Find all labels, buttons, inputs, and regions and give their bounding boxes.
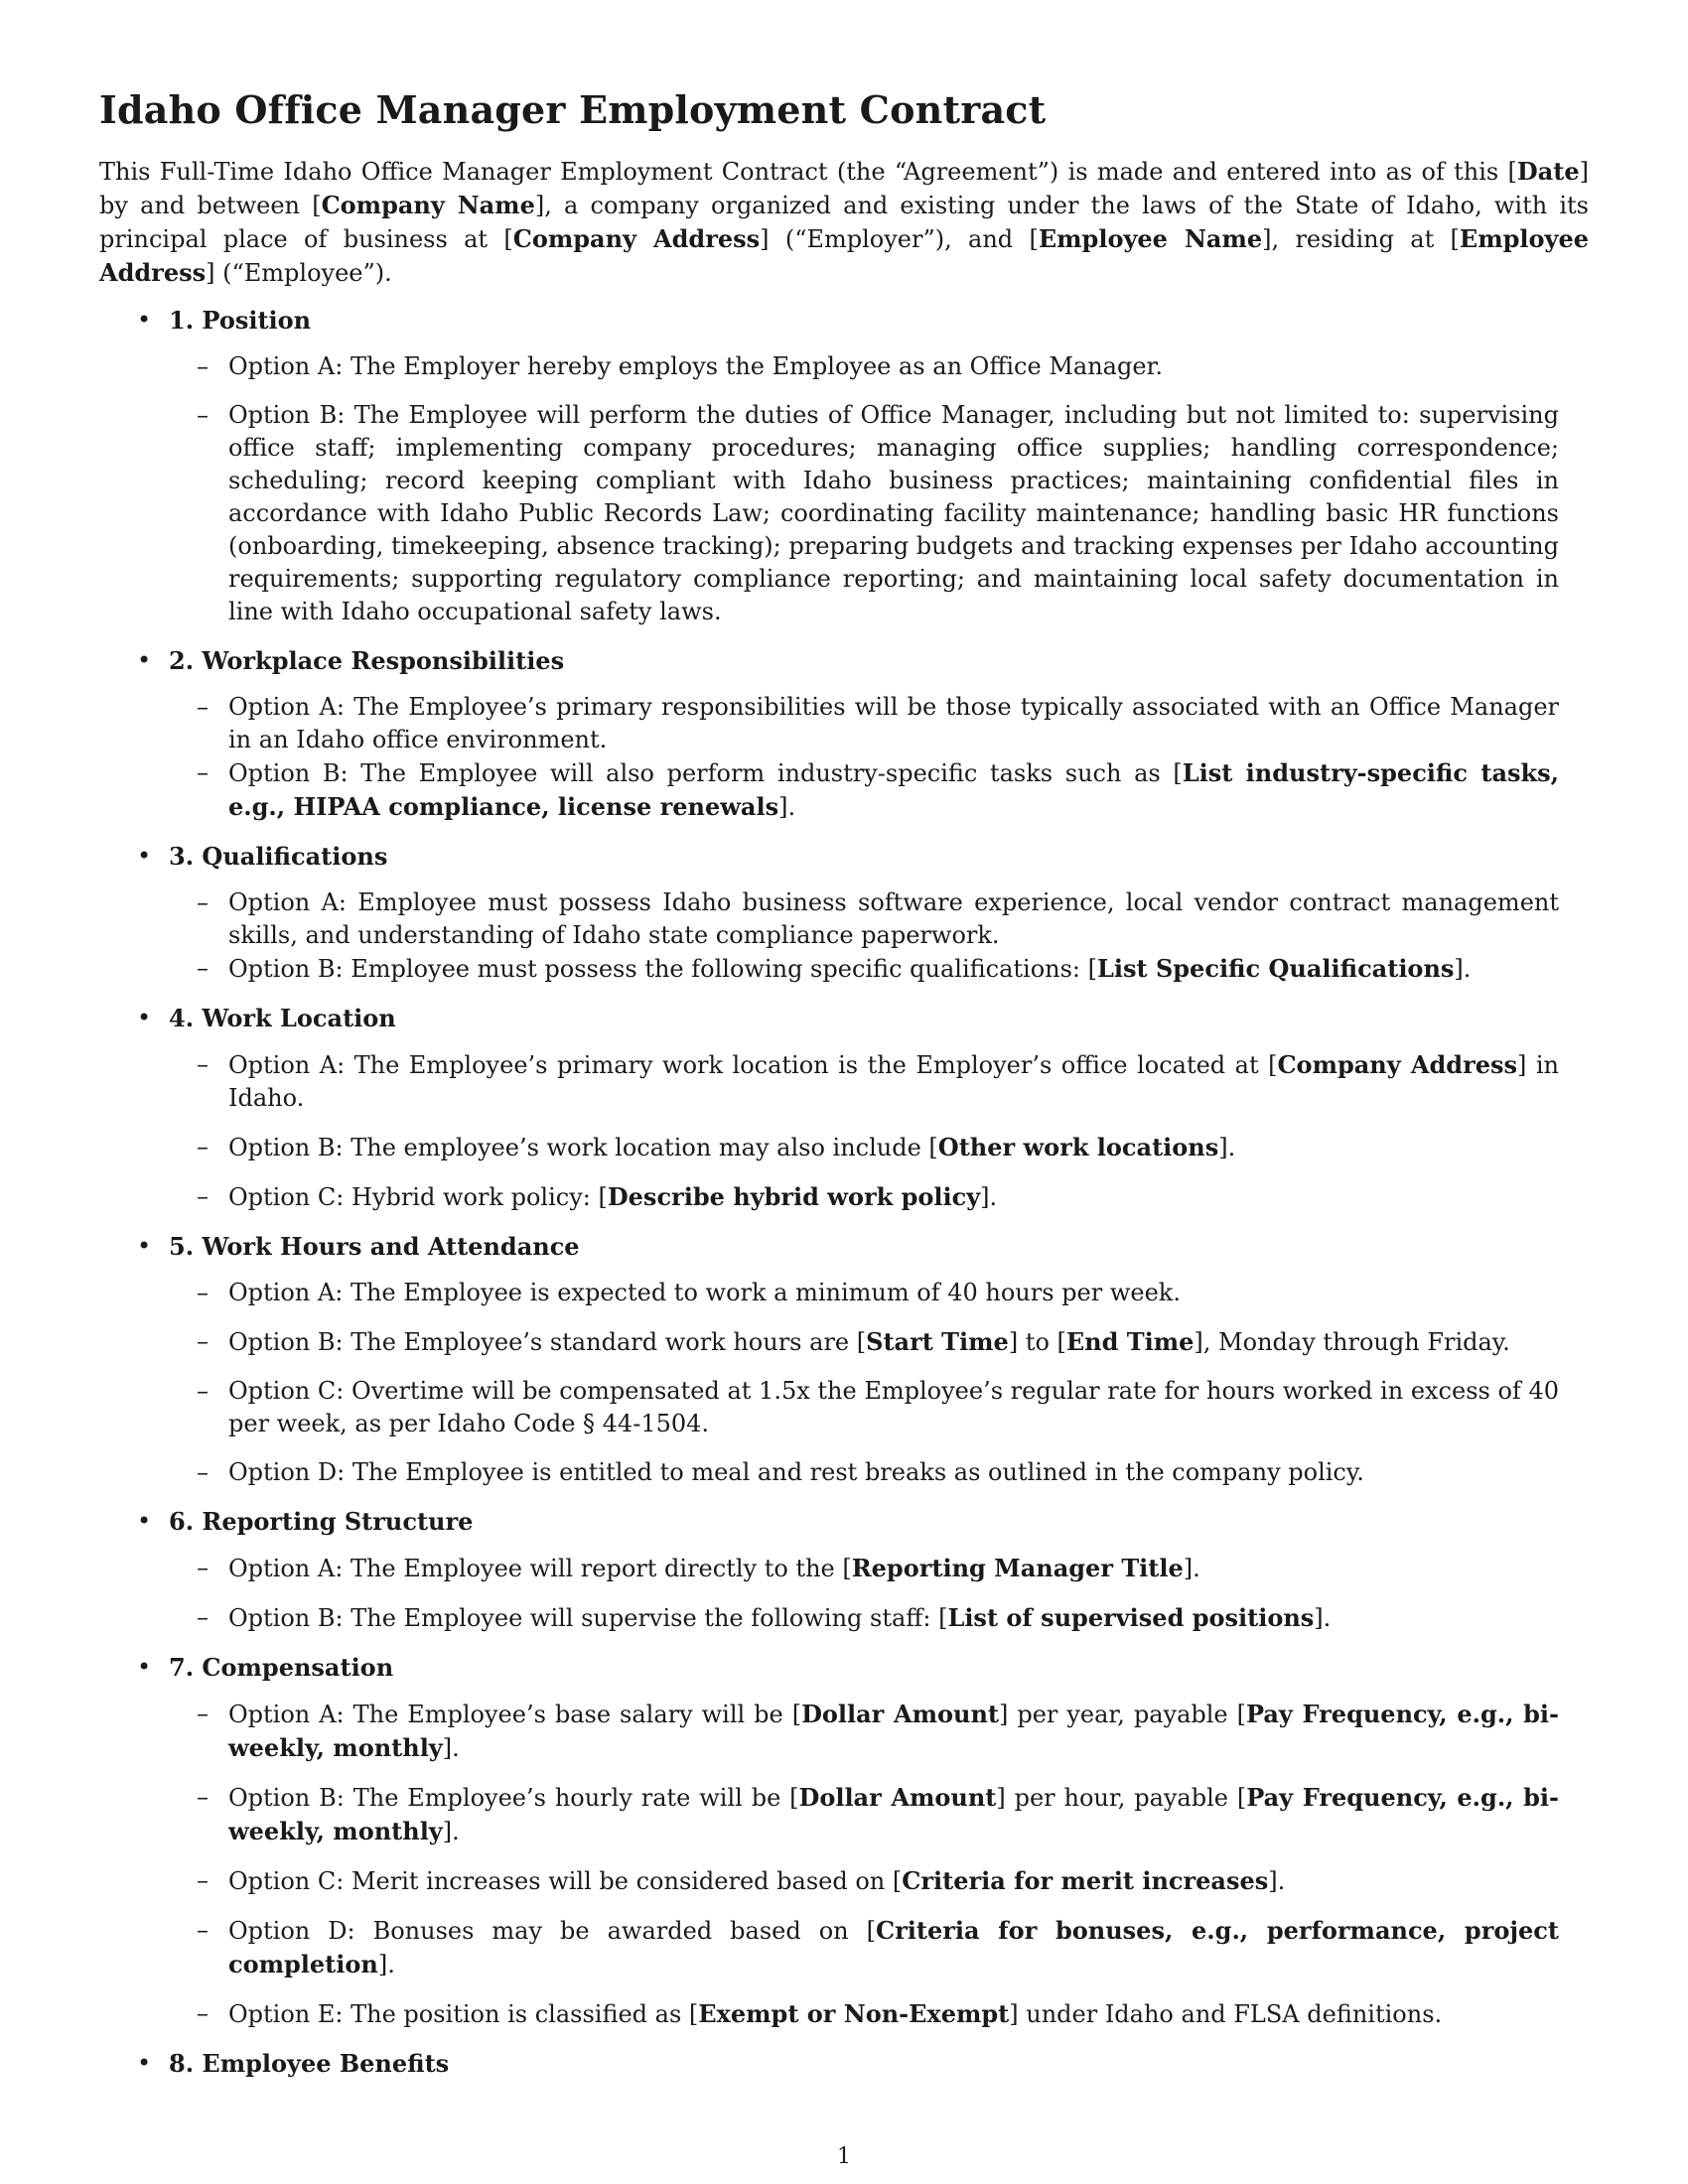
option-item <box>169 1131 1559 1164</box>
text-run: Option A: The Employee is expected to work a minimum of 40 hours per week. <box>228 1279 1181 1306</box>
placeholder-field: Exempt or Non-Exempt <box>698 1999 1010 2028</box>
text-run: ]. <box>980 1183 998 1211</box>
placeholder-field: Company Name <box>321 191 535 219</box>
text-run: Option A: The Employee’s primary work location is the Employer’s office located at [ <box>228 1051 1278 1079</box>
document-page <box>99 87 1589 2094</box>
text-run: Option A: The Employee’s primary responsibilities will be those typically associated with an Office Manager in an Idaho office environment. <box>228 693 1559 753</box>
option-item <box>169 1601 1559 1635</box>
text-run: ] in Idaho. <box>228 1051 1559 1112</box>
dash-icon: – <box>197 1279 209 1306</box>
text-run: ] per year, payable [ <box>999 1701 1246 1728</box>
dash-icon: – <box>197 1458 209 1486</box>
text-run: ]. <box>442 1734 460 1762</box>
section-title: 3. Qualifications <box>169 842 388 871</box>
placeholder-field: Date <box>1516 157 1580 186</box>
text-run: ] per hour, payable [ <box>996 1784 1247 1812</box>
text-run: Option B: The Employee will supervise the following staff: [ <box>228 1604 948 1632</box>
option-item <box>169 1698 1559 1765</box>
dash-icon: – <box>197 1554 209 1581</box>
placeholder-field: Dollar Amount <box>798 1783 997 1812</box>
text-run: ] to [ <box>1008 1328 1066 1356</box>
placeholder-field: Start Time <box>866 1327 1009 1356</box>
option-item <box>169 350 1559 383</box>
text-run: ]. <box>1314 1604 1332 1632</box>
section-item <box>99 1651 1589 2031</box>
text-run: Option A: The Employee’s base salary will be [ <box>228 1701 802 1728</box>
intro-paragraph <box>99 155 1589 290</box>
text-run: ]. <box>377 1951 395 1979</box>
option-item <box>169 1375 1559 1440</box>
placeholder-field: Company Address <box>512 224 761 253</box>
text-run: ] (“Employee”). <box>206 259 392 287</box>
section-title: 5. Work Hours and Attendance <box>169 1232 580 1261</box>
text-run: Option C: Hybrid work policy: [ <box>228 1183 608 1211</box>
text-run: ]. <box>1183 1555 1200 1582</box>
dash-icon: – <box>197 888 209 916</box>
text-run: ], residing at [ <box>1262 225 1460 253</box>
bullet-icon: • <box>137 1507 152 1535</box>
option-item <box>169 952 1559 986</box>
dash-icon: – <box>197 693 209 721</box>
placeholder-field: Employee Name <box>1038 224 1263 253</box>
text-run: ] by and between [ <box>99 158 1589 219</box>
section-item <box>99 1505 1589 1635</box>
section-item <box>99 2047 1589 2080</box>
text-run: Option B: The employee’s work location may also include [ <box>228 1134 938 1161</box>
dash-icon: – <box>197 1603 209 1631</box>
text-run: Option C: Overtime will be compensated at 1.5x the Employee’s regular rate for hours worked in excess of 40 per week, as per Idaho Code § 44-1504. <box>228 1377 1559 1437</box>
dash-icon: – <box>197 1999 209 2027</box>
dash-icon: – <box>197 1783 209 1811</box>
section-title: 8. Employee Benefits <box>169 2049 450 2078</box>
option-item <box>169 1180 1559 1214</box>
placeholder-field: Pay Frequency, e.g., bi-weekly, monthly <box>228 1783 1559 1845</box>
section-item <box>99 840 1589 986</box>
option-item <box>169 1997 1559 2031</box>
dash-icon: – <box>197 1916 209 1944</box>
section-item <box>99 1230 1589 1489</box>
text-run: ]. <box>442 1818 460 1845</box>
option-item <box>169 1325 1559 1359</box>
text-run: Option B: The Employee will perform the duties of Office Manager, including but not limited to: supervising office staff; implementing company procedures; managing office supplies; handling correspondence; scheduling; record keeping compliant with Idaho business practices; maintaining confidential files in accordance with Idaho Public Records Law; coordinating facility maintenance; handling basic HR functions (onboarding, timekeeping, absence tracking); preparing budgets and tracking expenses per Idaho accounting requirements; supporting regulatory compliance reporting; and maintaining local safety documentation in line with Idaho occupational safety laws. <box>228 401 1559 625</box>
option-item <box>169 1552 1559 1585</box>
bullet-icon: • <box>137 1004 152 1031</box>
dash-icon: – <box>197 1866 209 1894</box>
option-item <box>169 399 1559 628</box>
dash-icon: – <box>197 954 209 982</box>
placeholder-field: List of supervised positions <box>947 1603 1315 1632</box>
text-run: This Full-Time Idaho Office Manager Employment Contract (the “Agreement”) is made and entered into as of this [ <box>99 158 1517 186</box>
text-run: ]. <box>1268 1867 1286 1895</box>
option-item <box>169 1456 1559 1489</box>
text-run: Option B: The Employee’s standard work hours are [ <box>228 1328 867 1356</box>
section-title: 4. Work Location <box>169 1004 396 1032</box>
bullet-icon: • <box>137 1653 152 1681</box>
section-item <box>99 304 1589 628</box>
section-title: 2. Workplace Responsibilities <box>169 646 565 675</box>
option-list <box>169 691 1589 824</box>
placeholder-field: Reporting Manager Title <box>851 1554 1184 1582</box>
section-title: 7. Compensation <box>169 1653 394 1682</box>
bullet-icon: • <box>137 1232 152 1260</box>
placeholder-field: Pay Frequency, e.g., bi-weekly, monthly <box>228 1700 1559 1762</box>
dash-icon: – <box>197 758 209 786</box>
option-item <box>169 1864 1559 1898</box>
dash-icon: – <box>197 352 209 380</box>
bullet-icon: • <box>137 842 152 870</box>
option-list <box>169 1048 1589 1214</box>
option-list <box>169 1698 1589 2031</box>
text-run: ], Monday through Friday. <box>1194 1328 1510 1356</box>
section-item <box>99 1002 1589 1214</box>
text-run: Option B: The Employee’s hourly rate will be [ <box>228 1784 799 1812</box>
placeholder-field: List industry-specific tasks, e.g., HIPAA compliance, license renewals <box>228 758 1559 821</box>
option-item <box>169 756 1559 824</box>
section-title: 1. Position <box>169 306 312 335</box>
section-title: 6. Reporting Structure <box>169 1507 474 1536</box>
option-list <box>169 350 1589 628</box>
placeholder-field: Criteria for bonuses, e.g., performance, project completion <box>228 1916 1559 1979</box>
text-run: ], a company organized and existing under the laws of the State of Idaho, with its principal place of business at [ <box>99 192 1590 253</box>
option-list <box>169 1277 1589 1489</box>
placeholder-field: Dollar Amount <box>801 1700 1000 1728</box>
bullet-icon: • <box>137 2049 152 2077</box>
placeholder-field: List Specific Qualifications <box>1097 954 1455 983</box>
option-item <box>169 691 1559 756</box>
option-item <box>169 1277 1559 1309</box>
bullet-icon: • <box>137 306 152 334</box>
placeholder-field: Employee Address <box>99 224 1589 287</box>
dash-icon: – <box>197 1133 209 1160</box>
text-run: ]. <box>778 793 796 821</box>
dash-icon: – <box>197 1700 209 1727</box>
text-run: Option D: Bonuses may be awarded based on [ <box>228 1917 877 1945</box>
text-run: Option A: Employee must possess Idaho business software experience, local vendor contract management skills, and understanding of Idaho state compliance paperwork. <box>228 888 1559 949</box>
option-list <box>169 887 1589 986</box>
option-item <box>169 1914 1559 1981</box>
bullet-icon: • <box>137 646 152 674</box>
option-item <box>169 1048 1559 1115</box>
text-run: Option C: Merit increases will be considered based on [ <box>228 1867 903 1895</box>
text-run: Option D: The Employee is entitled to meal and rest breaks as outlined in the company policy. <box>228 1458 1364 1486</box>
placeholder-field: Other work locations <box>937 1133 1219 1161</box>
dash-icon: – <box>197 1182 209 1210</box>
placeholder-field: Describe hybrid work policy <box>607 1182 981 1211</box>
dash-icon: – <box>197 1377 209 1405</box>
text-run: Option A: The Employer hereby employs the Employee as an Office Manager. <box>228 352 1164 380</box>
document-title: Idaho Office Manager Employment Contract <box>99 87 1047 132</box>
dash-icon: – <box>197 401 209 429</box>
placeholder-field: End Time <box>1065 1327 1195 1356</box>
text-run: ]. <box>1218 1134 1236 1161</box>
text-run: Option E: The position is classified as [ <box>228 2000 699 2028</box>
page-number: 1 <box>837 2144 851 2169</box>
placeholder-field: Criteria for merit increases <box>902 1866 1269 1895</box>
option-item <box>169 887 1559 952</box>
text-run: Option B: Employee must possess the following specific qualifications: [ <box>228 955 1097 983</box>
text-run: ] (“Employer”), and [ <box>760 225 1039 253</box>
text-run: Option A: The Employee will report directly to the [ <box>228 1555 852 1582</box>
dash-icon: – <box>197 1050 209 1078</box>
option-item <box>169 1781 1559 1848</box>
dash-icon: – <box>197 1327 209 1355</box>
placeholder-field: Company Address <box>1277 1050 1518 1079</box>
option-list <box>169 1552 1589 1635</box>
section-item <box>99 644 1589 824</box>
section-list <box>99 304 1589 2080</box>
text-run: ]. <box>1454 955 1472 983</box>
text-run: Option B: The Employee will also perform industry-specific tasks such as [ <box>228 759 1183 787</box>
text-run: ] under Idaho and FLSA definitions. <box>1009 2000 1443 2028</box>
